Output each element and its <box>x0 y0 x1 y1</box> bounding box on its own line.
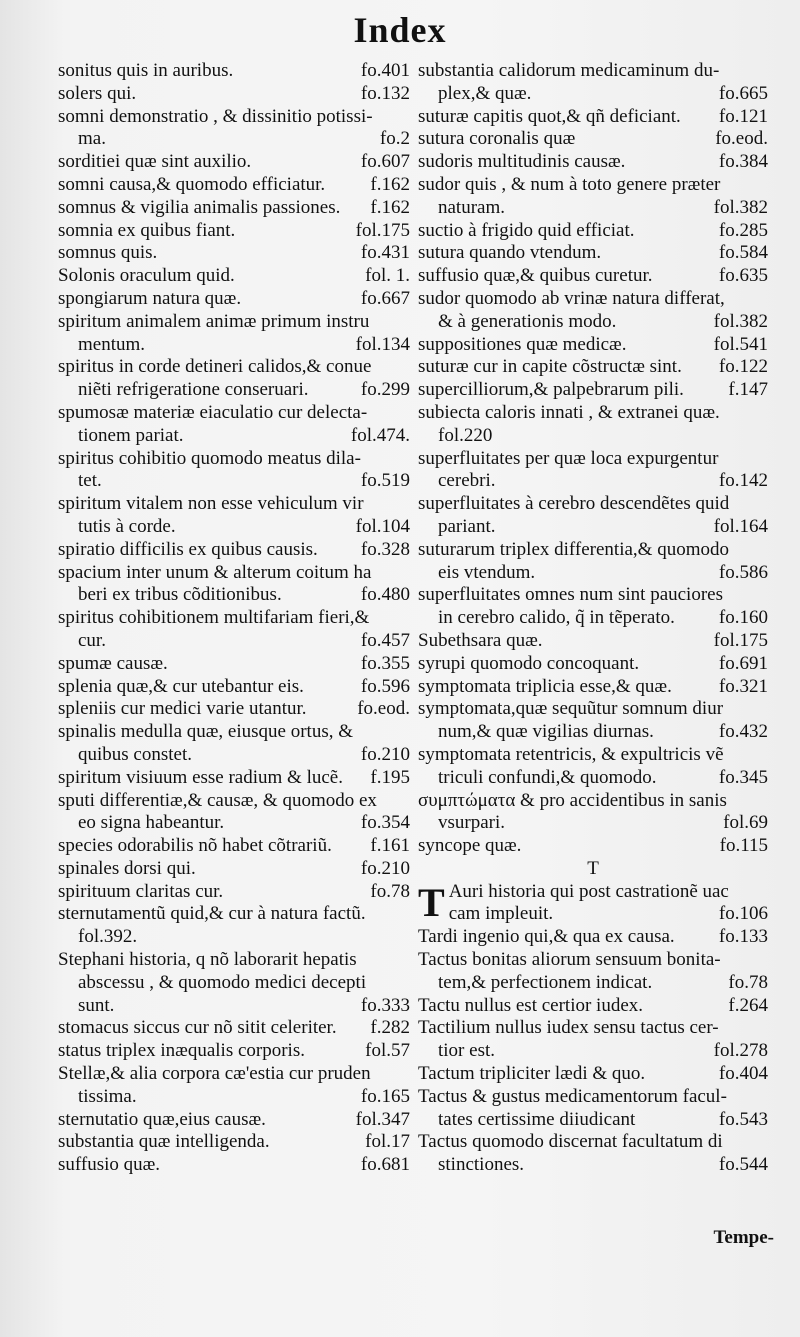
index-entry <box>58 835 410 858</box>
folio-reference: fo.78 <box>728 971 768 993</box>
folio-reference: fo.596 <box>360 675 410 697</box>
entry-text: sputi differentiæ,& causæ, & quomodo ex <box>58 789 377 811</box>
entry-text: Subethsara quæ. <box>418 629 543 651</box>
folio-reference: fol.69 <box>723 812 768 834</box>
entry-text: spacium inter unum & alterum coitum ha <box>58 561 372 583</box>
index-entry <box>418 60 768 106</box>
entry-text: spirituum claritas cur. <box>58 880 224 902</box>
entry-text: sudor quomodo ab vrinæ natura differat, <box>418 287 725 309</box>
entry-text: Tactu nullus est certior iudex. <box>418 994 644 1016</box>
index-entry <box>58 174 410 197</box>
entry-text: somnus & vigilia animalis passiones. <box>58 196 341 218</box>
index-entry <box>418 379 768 402</box>
drop-cap: T <box>418 879 445 925</box>
folio-reference: fo.285 <box>718 219 768 241</box>
entry-text: συμπτώματα & pro accidentibus in sanis <box>418 789 727 811</box>
index-entry <box>58 311 410 357</box>
folio-reference: fo.122 <box>718 356 768 378</box>
entry-text: sonitus quis in auribus. <box>58 60 234 81</box>
entry-continuation: stinctiones. <box>438 1154 525 1176</box>
entry-continuation: pariant. <box>438 515 496 537</box>
folio-reference: fol. 1. <box>365 265 410 287</box>
folio-reference: fo.210 <box>360 857 410 879</box>
entry-continuation: plex,& quæ. <box>438 82 532 104</box>
folio-reference: fo.543 <box>718 1108 768 1130</box>
index-entry <box>418 288 768 334</box>
entry-continuation: tionem pariat. <box>78 424 184 446</box>
entry-text: spiritus cohibitionem multifariam fieri,& <box>58 607 370 629</box>
entry-continuation: fol.220 <box>438 424 493 446</box>
index-entry <box>58 1017 410 1040</box>
entry-continuation: in cerebro calido, q̃ in tẽperato. <box>438 607 675 629</box>
index-entry <box>418 334 768 357</box>
folio-reference: fo.142 <box>718 470 768 492</box>
folio-reference: fo.607 <box>360 151 410 173</box>
index-entry <box>58 288 410 311</box>
entry-continuation: beri ex tribus cõditionibus. <box>78 584 282 606</box>
folio-reference: f.195 <box>370 766 410 788</box>
index-entry <box>418 653 768 676</box>
entry-continuation: cur. <box>78 629 106 651</box>
folio-reference: fo.586 <box>718 561 768 583</box>
folio-reference: fol.175 <box>355 219 410 241</box>
index-entry <box>58 242 410 265</box>
entry-text: suffusio quæ,& quibus curetur. <box>418 265 653 287</box>
entry-text: supercilliorum,& palpebrarum pili. <box>418 379 684 401</box>
entry-text: sorditiei quæ sint auxilio. <box>58 151 252 173</box>
entry-text: somni demonstratio , & dissinitio potissi- <box>58 105 373 127</box>
folio-reference: fo.132 <box>360 82 410 104</box>
index-entry <box>58 1040 410 1063</box>
entry-continuation: mentum. <box>78 333 146 355</box>
folio-reference: fol.134 <box>355 333 410 355</box>
index-entry <box>58 1109 410 1132</box>
entry-continuation: tior est. <box>438 1040 495 1062</box>
folio-reference: fo.584 <box>718 242 768 264</box>
entry-continuation: & à generationis modo. <box>438 310 617 332</box>
entry-continuation: tem,& perfectionem indicat. <box>438 971 653 993</box>
folio-reference: fo.667 <box>360 287 410 309</box>
entry-text: somni causa,& quomodo efficiatur. <box>58 173 326 195</box>
entry-continuation: ma. <box>78 128 106 150</box>
index-entry <box>58 562 410 608</box>
folio-reference: fo.299 <box>360 379 410 401</box>
entry-continuation: triculi confundi,& quomodo. <box>438 766 657 788</box>
folio-reference: fol.278 <box>713 1040 768 1062</box>
index-entry <box>418 698 768 744</box>
folio-reference: fo.519 <box>360 470 410 492</box>
entry-continuation: cam impleuit. <box>448 903 554 925</box>
entry-text: splenia quæ,& cur utebantur eis. <box>58 675 304 697</box>
folio-reference: fo.328 <box>360 538 410 560</box>
entry-text: species odorabilis nõ habet cõtrariũ. <box>58 835 332 857</box>
entry-text: somnia ex quibus fiant. <box>58 219 236 241</box>
folio-reference: fo.432 <box>718 721 768 743</box>
folio-reference: fo.635 <box>718 265 768 287</box>
entry-continuation: num,& quæ vigilias diurnas. <box>438 721 654 743</box>
index-entry <box>58 903 410 949</box>
folio-reference: fo.321 <box>718 675 768 697</box>
folio-reference: fol.382 <box>713 196 768 218</box>
index-entry <box>418 584 768 630</box>
index-entry <box>418 1086 768 1132</box>
index-entry <box>58 265 410 288</box>
index-entry <box>418 1017 768 1063</box>
entry-text: Tardi ingenio qui,& qua ex causa. <box>418 926 675 948</box>
index-entry <box>418 881 768 927</box>
index-entry <box>58 607 410 653</box>
entry-text: Stellæ,& alia corpora cæ'estia cur pruden <box>58 1063 371 1085</box>
folio-reference: fo.160 <box>718 607 768 629</box>
index-entry <box>58 448 410 494</box>
folio-reference: fo.681 <box>360 1154 410 1176</box>
entry-text: sternutamentũ quid,& cur à natura factũ. <box>58 903 366 925</box>
index-entry <box>58 653 410 676</box>
folio-reference: fo.480 <box>360 584 410 606</box>
index-entry <box>58 197 410 220</box>
entry-text: Tactum tripliciter lædi & quo. <box>418 1063 646 1085</box>
index-entry <box>58 881 410 904</box>
entry-text: sutura quando vtendum. <box>418 242 602 264</box>
entry-text: spiritum visiuum esse radium & lucẽ. <box>58 766 343 788</box>
folio-reference: fo.404 <box>718 1063 768 1085</box>
entry-text: sudor quis , & num à toto genere præter <box>418 173 721 195</box>
folio-reference: fo.354 <box>360 812 410 834</box>
folio-reference: fo.431 <box>360 242 410 264</box>
entry-text: spiritus cohibitio quomodo meatus dila- <box>58 447 361 469</box>
folio-reference: fol.175 <box>713 629 768 651</box>
index-entry <box>418 448 768 494</box>
entry-text: suppositiones quæ medicæ. <box>418 333 627 355</box>
folio-reference: fo.345 <box>718 766 768 788</box>
entry-text: suctio à frigido quid efficiat. <box>418 219 635 241</box>
index-entry <box>58 790 410 836</box>
index-entry <box>418 265 768 288</box>
index-entry <box>418 858 768 881</box>
index-entry <box>58 493 410 539</box>
entry-continuation: naturam. <box>438 196 506 218</box>
folio-reference: fo.165 <box>360 1085 410 1107</box>
folio-reference: fol.474. <box>350 424 410 446</box>
index-entry <box>58 1063 410 1109</box>
index-entry <box>418 949 768 995</box>
folio-reference: fo.133 <box>718 926 768 948</box>
entry-text: spumæ causæ. <box>58 652 168 674</box>
folio-reference: fol.17 <box>365 1131 410 1153</box>
folio-reference: fol.347 <box>355 1108 410 1130</box>
index-entry <box>58 106 410 152</box>
folio-reference: fol.541 <box>713 333 768 355</box>
entry-continuation: sunt. <box>78 994 115 1016</box>
entry-text: somnus quis. <box>58 242 158 264</box>
index-entry <box>58 1131 410 1154</box>
index-entry <box>418 1063 768 1086</box>
index-entry <box>418 835 768 858</box>
folio-reference: fo.78 <box>370 880 410 902</box>
entry-text: T <box>587 857 599 879</box>
folio-reference: fo.2 <box>379 128 410 150</box>
entry-text: subiecta caloris innati , & extranei quæ. <box>418 401 720 423</box>
index-entry <box>58 1154 410 1177</box>
index-entry <box>418 402 768 448</box>
index-entry <box>58 402 410 448</box>
index-entry <box>418 220 768 243</box>
index-entry <box>58 60 410 83</box>
index-entry <box>58 356 410 402</box>
index-entry <box>418 926 768 949</box>
entry-text: spleniis cur medici varie utantur. <box>58 698 307 720</box>
index-entry <box>58 721 410 767</box>
index-entry <box>58 151 410 174</box>
entry-continuation: tutis à corde. <box>78 515 176 537</box>
entry-text: superfluitates à cerebro descendẽtes quid <box>418 493 730 515</box>
entry-text: Tactus bonitas aliorum sensuum bonita- <box>418 949 721 971</box>
entry-text: Tactilium nullus iudex sensu tactus cer- <box>418 1017 719 1039</box>
entry-text: spiritum animalem animæ primum instru <box>58 310 370 332</box>
index-entry <box>58 698 410 721</box>
index-column-left <box>58 60 410 1177</box>
index-entry <box>418 790 768 836</box>
entry-continuation: eo signa habeantur. <box>78 812 225 834</box>
index-entry <box>58 539 410 562</box>
entry-continuation: quibus constet. <box>78 743 192 765</box>
index-entry <box>418 539 768 585</box>
entry-text: symptomata retentricis, & expultricis vẽ <box>418 743 724 765</box>
entry-continuation: niẽti refrigeratione conseruari. <box>78 379 309 401</box>
entry-text: suturarum triplex differentia,& quomodo <box>418 538 729 560</box>
entry-continuation: vsurpari. <box>438 812 506 834</box>
folio-reference: f.147 <box>728 379 768 401</box>
folio-reference: fo.691 <box>718 652 768 674</box>
folio-reference: fol.164 <box>713 515 768 537</box>
index-entry <box>58 949 410 1017</box>
entry-continuation: cerebri. <box>438 470 496 492</box>
entry-text: symptomata,quæ sequũtur somnum diur <box>418 698 724 720</box>
folio-reference: fo.121 <box>718 105 768 127</box>
index-entry <box>418 128 768 151</box>
entry-continuation: abscessu , & quomodo medici decepti <box>78 971 367 993</box>
entry-continuation: tates certissime diiudicant <box>438 1108 636 1130</box>
entry-text: sutura coronalis quæ <box>418 128 576 150</box>
entry-text: spinales dorsi qui. <box>58 857 196 879</box>
catchword: Tempe- <box>713 1227 774 1248</box>
entry-text: spongiarum natura quæ. <box>58 287 242 309</box>
index-entry <box>418 676 768 699</box>
index-entry <box>418 995 768 1018</box>
entry-text: Solonis oraculum quid. <box>58 265 235 287</box>
folio-reference: f.162 <box>370 196 410 218</box>
entry-text: syrupi quomodo concoquant. <box>418 652 640 674</box>
entry-text: superfluitates omnes num sint pauciores <box>418 584 723 606</box>
entry-text: stomacus siccus cur nõ sitit celeriter. <box>58 1017 337 1039</box>
folio-reference: fo.eod. <box>357 698 410 720</box>
entry-text: superfluitates per quæ loca expurgentur <box>418 447 719 469</box>
index-entry <box>418 630 768 653</box>
index-column-right <box>418 60 768 1177</box>
entry-text: Tactus & gustus medicamentorum facul- <box>418 1085 727 1107</box>
folio-reference: fo.333 <box>360 994 410 1016</box>
entry-text: substantia quæ intelligenda. <box>58 1131 270 1153</box>
index-entry <box>418 493 768 539</box>
index-entry <box>418 174 768 220</box>
entry-text: syncope quæ. <box>418 835 522 857</box>
entry-text: Auri historia qui post castrationẽ uac <box>448 880 729 902</box>
folio-reference: f.161 <box>370 835 410 857</box>
folio-reference: fo.115 <box>719 835 768 857</box>
folio-reference: fo.665 <box>718 82 768 104</box>
folio-reference: f.282 <box>370 1017 410 1039</box>
index-entry <box>58 676 410 699</box>
entry-continuation: eis vtendum. <box>438 561 536 583</box>
entry-continuation: fol.392. <box>78 926 138 948</box>
entry-text: spiritus in corde detineri calidos,& conue <box>58 356 372 378</box>
entry-text: sudoris multitudinis causæ. <box>418 151 626 173</box>
index-entry <box>58 767 410 790</box>
entry-text: spinalis medulla quæ, eiusque ortus, & <box>58 721 354 743</box>
index-entry <box>58 220 410 243</box>
index-entry <box>418 744 768 790</box>
folio-reference: fo.401 <box>360 60 410 81</box>
entry-text: spumosæ materiæ eiaculatio cur delecta- <box>58 401 368 423</box>
folio-reference: fol.57 <box>365 1040 410 1062</box>
folio-reference: fol.382 <box>713 310 768 332</box>
folio-reference: fo.210 <box>360 743 410 765</box>
index-entry <box>418 1131 768 1177</box>
folio-reference: f.264 <box>728 994 768 1016</box>
entry-continuation: tet. <box>78 470 102 492</box>
folio-reference: fo.457 <box>360 629 410 651</box>
index-entry <box>58 858 410 881</box>
entry-text: substantia calidorum medicaminum du- <box>418 60 720 81</box>
folio-reference: f.162 <box>370 173 410 195</box>
folio-reference: fo.384 <box>718 151 768 173</box>
page-title: Index <box>353 10 447 50</box>
entry-text: spiritum vitalem non esse vehiculum vir <box>58 493 364 515</box>
entry-text: suturæ capitis quot,& qñ deficiant. <box>418 105 681 127</box>
entry-text: symptomata triplicia esse,& quæ. <box>418 675 672 697</box>
entry-text: Stephani historia, q nõ laborarit hepatis <box>58 949 357 971</box>
entry-text: status triplex inæqualis corporis. <box>58 1040 305 1062</box>
entry-text: suturæ cur in capite cõstructæ sint. <box>418 356 682 378</box>
folio-reference: fo.eod. <box>715 128 768 150</box>
entry-text: sternutatio quæ,eius causæ. <box>58 1108 266 1130</box>
index-entry <box>418 151 768 174</box>
folio-reference: fol.104 <box>355 515 410 537</box>
entry-text: Tactus quomodo discernat facultatum di <box>418 1131 723 1153</box>
index-entry <box>58 83 410 106</box>
folio-reference: fo.355 <box>360 652 410 674</box>
entry-continuation: tissima. <box>78 1085 137 1107</box>
index-entry <box>418 106 768 129</box>
folio-reference: fo.106 <box>718 903 768 925</box>
index-entry <box>418 356 768 379</box>
entry-text: suffusio quæ. <box>58 1154 161 1176</box>
folio-reference: fo.544 <box>718 1154 768 1176</box>
index-entry <box>418 242 768 265</box>
entry-text: solers qui. <box>58 82 137 104</box>
entry-text: spiratio difficilis ex quibus causis. <box>58 538 318 560</box>
